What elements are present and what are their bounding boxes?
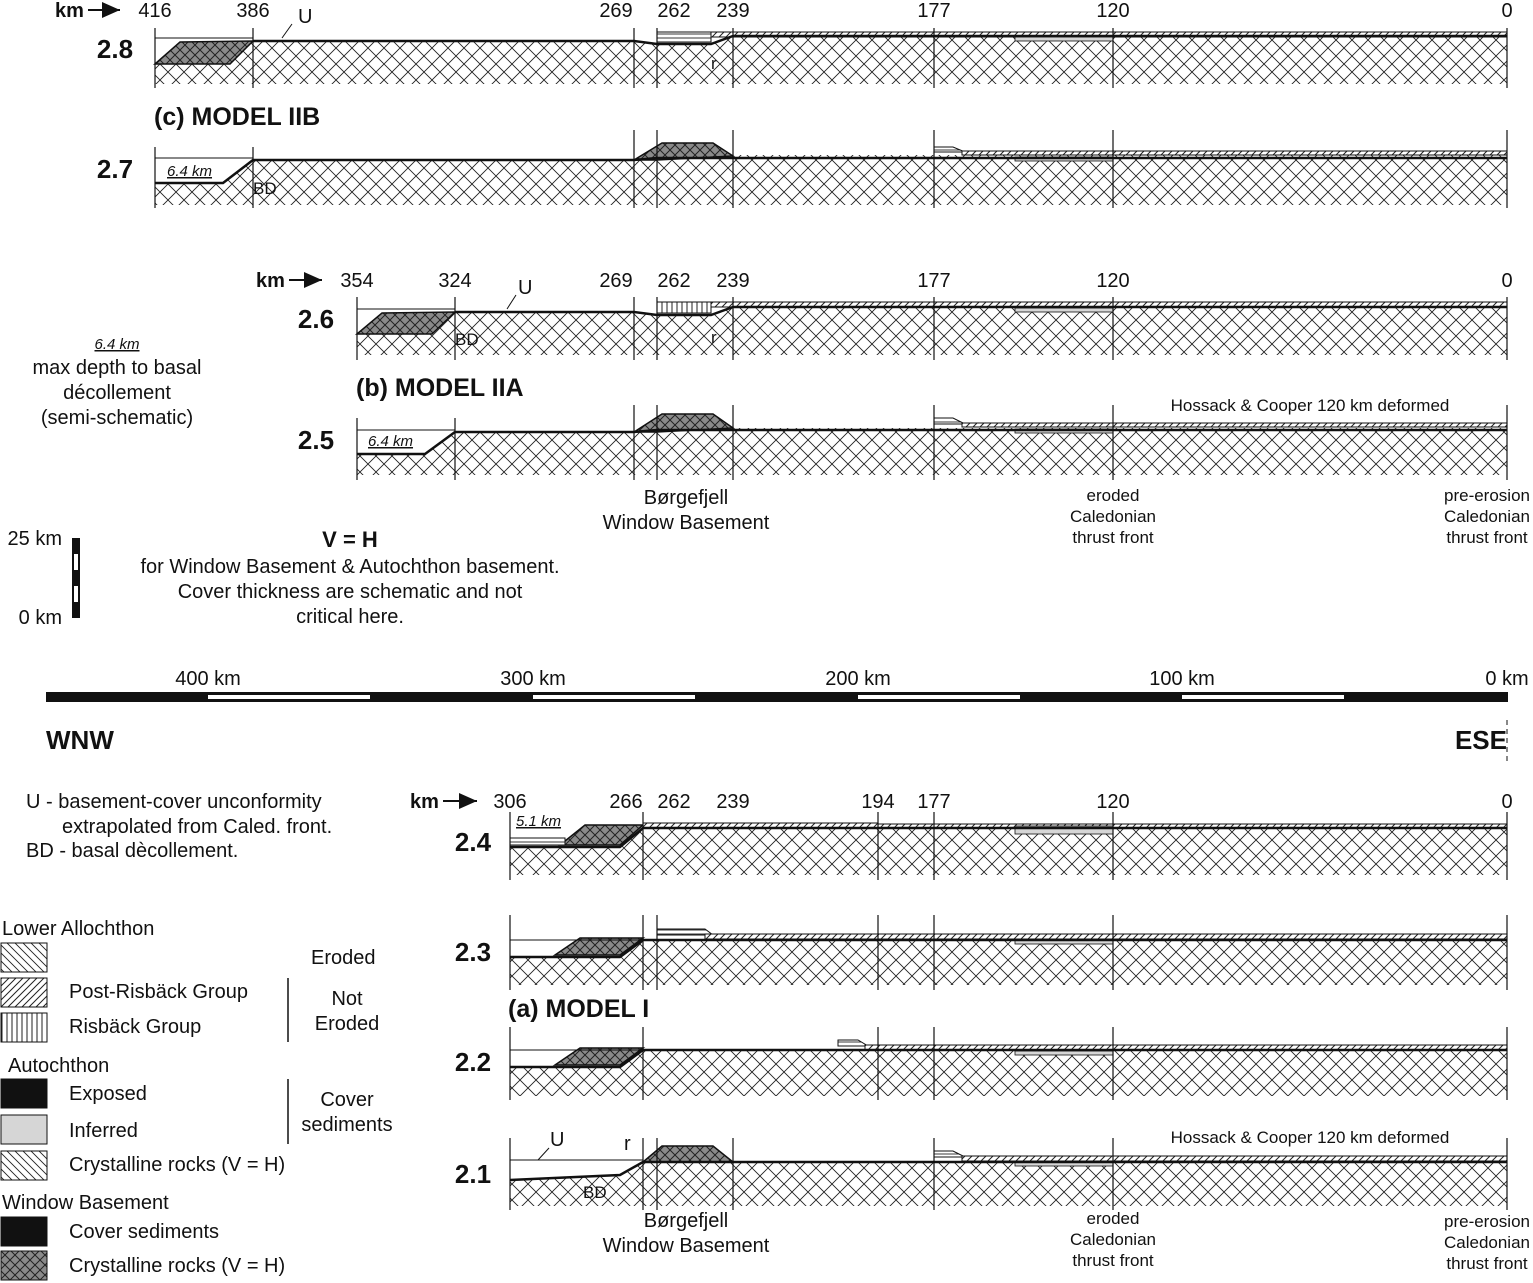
tick-label: 177 [917,791,951,813]
legend-label: Crystalline rocks (V = H) [69,1255,286,1277]
tick-label: 269 [599,270,633,292]
legend-label: Crystalline rocks (V = H) [69,1154,286,1176]
decollement-label: BD [455,330,479,349]
tick-label: 120 [1096,270,1130,292]
vscale-bottom: 0 km [18,607,62,629]
window-label: Børgefjell [643,487,729,509]
tick-label: 266 [609,791,643,813]
crystalline-basement [357,307,1507,355]
legend-swatch-wb-cover [1,1217,47,1246]
unconformity-label: U [550,1129,565,1151]
eroded-front-label: Caledonian [1069,507,1157,526]
vh-text: critical here. [296,606,404,628]
profile-number: 2.8 [96,34,134,64]
inferred-cover [1015,308,1113,312]
vertical-scale [8,528,80,629]
tick-label: 262 [657,0,691,22]
legend-label: Post-Risbäck Group [69,981,248,1003]
profile-2-8 [97,6,1507,88]
legend-swatch-risback [1,1013,47,1042]
crystalline-basement [155,36,1507,84]
km-label: km [410,791,439,813]
tick-label: 120 [1096,791,1130,813]
window-label: Børgefjell [643,1210,729,1232]
crystalline-basement [510,940,1507,985]
post-risback-group [705,934,1507,939]
window-label: Window Basement [602,1235,770,1257]
ramp-label: r [624,1133,631,1155]
legend-label: Inferred [69,1120,138,1142]
legend-label: Cover sediments [69,1221,220,1243]
legend-heading: Autochthon [8,1055,110,1077]
legend-swatch-eroded [1,943,47,972]
depth-key-text: (semi-schematic) [40,407,194,429]
risback-group [510,838,565,845]
profile-2-6 [298,277,1507,360]
legend [1,918,393,1280]
model-title: (c) MODEL IIB [154,103,321,131]
section-model-iia [256,270,1530,547]
tick-label: 177 [917,0,951,22]
post-risback-group [962,1156,1507,1161]
crystalline-basement [510,828,1507,875]
depth-key [33,336,202,429]
ramp-label: r [711,328,717,347]
tick-label: 262 [657,791,691,813]
depth-key-value: 6.4 km [94,336,140,353]
crystalline-basement [510,1162,1507,1206]
tick-label: 239 [716,791,750,813]
scale-label: 100 km [1149,668,1215,690]
crystalline-basement [155,155,1507,205]
leader-line [538,1148,549,1160]
risback-group [934,1151,965,1157]
abbrev-text: U - basement-cover unconformity [26,791,322,813]
depth-annotation: 5.1 km [516,813,562,830]
tick-label: 194 [861,791,895,813]
unconformity-label: U [518,277,533,299]
scale-label: 400 km [175,668,241,690]
profile-2-7 [97,130,1507,208]
profile-number: 2.3 [454,937,492,967]
scale-label: 300 km [500,668,566,690]
depth-annotation: 6.4 km [368,433,414,450]
legend-swatch-crystalline [1,1151,47,1180]
tick-label: 306 [493,791,527,813]
legend-label: Eroded [311,947,376,969]
risback-group [838,1040,868,1046]
tick-label: 0 [1501,791,1513,813]
tick-label: 239 [716,270,750,292]
profile-2-5 [298,405,1507,480]
legend-label: Eroded [314,1013,380,1035]
abbrev-text: extrapolated from Caled. front. [62,816,333,838]
tick-label: 177 [917,270,951,292]
direction-left: WNW [46,725,114,755]
pre-erosion-front-label: pre-erosion [1444,1212,1530,1231]
tick-label: 0 [1501,0,1513,22]
post-risback-group [962,423,1507,427]
unconformity-label: U [298,6,313,28]
decollement-label: BD [583,1183,607,1202]
legend-label: Not [331,988,363,1010]
eroded-front-label: eroded [1086,1209,1140,1228]
tick-label: 0 [1501,270,1513,292]
vh-title: V = H [322,527,378,552]
crystalline-basement [357,428,1507,475]
direction-right: ESE [1454,725,1507,755]
risback-group [934,418,965,424]
vscale-bar [72,538,80,618]
risback-group [934,147,965,152]
section-model-iib [55,0,1513,208]
window-label: Window Basement [602,512,770,534]
pre-erosion-front-label: Caledonian [1443,507,1531,526]
legend-label: Cover [320,1089,374,1111]
legend-heading: Lower Allochthon [2,918,155,940]
profile-2-2 [455,1027,1507,1100]
risback-group [657,32,711,42]
hossack-cooper-note: Hossack & Cooper 120 km deformed [1170,1128,1450,1147]
depth-annotation: 6.4 km [167,163,213,180]
profile-number: 2.1 [454,1159,492,1189]
tick-label: 354 [340,270,374,292]
profile-number: 2.5 [297,425,335,455]
eroded-front-label: thrust front [1072,1251,1154,1270]
vh-text: for Window Basement & Autochthon basement. [140,556,560,578]
profile-2-4 [455,812,1507,880]
abbrev-text: BD - basal dècollement. [26,840,239,862]
legend-heading: Window Basement [2,1192,169,1214]
vh-text: Cover thickness are schematic and not [177,581,523,603]
vscale-top: 25 km [7,528,62,550]
legend-swatch-post-risback [1,978,47,1007]
ramp-label: r [711,54,717,73]
post-risback-group [962,151,1507,155]
model-title: (a) MODEL I [508,995,650,1023]
legend-label: Risbäck Group [69,1016,202,1038]
legend-swatch-exposed [1,1079,47,1108]
tick-label: 416 [138,0,172,22]
km-label: km [55,0,84,22]
scale-label: 0 km [1485,668,1529,690]
section-model-i [410,791,1530,1273]
legend-label: Exposed [69,1083,147,1105]
scale-label: 200 km [825,668,891,690]
profile-number: 2.6 [297,304,335,334]
tick-label: 120 [1096,0,1130,22]
depth-key-text: max depth to basal [32,357,202,379]
legend-label: sediments [301,1114,393,1136]
profile-number: 2.2 [454,1047,492,1077]
legend-swatch-wb-crystalline [1,1251,47,1280]
profile-number: 2.7 [96,154,134,184]
depth-key-text: décollement [63,382,171,404]
inferred-cover [1015,1051,1113,1055]
horizontal-scale-bar [46,668,1529,702]
profile-number: 2.4 [454,827,492,857]
tick-label: 386 [236,0,270,22]
tick-label: 262 [657,270,691,292]
legend-swatch-inferred [1,1115,47,1144]
hossack-cooper-note: Hossack & Cooper 120 km deformed [1170,396,1450,415]
tick-label: 269 [599,0,633,22]
pre-erosion-front-label: thrust front [1446,1254,1528,1273]
pre-erosion-front-label: pre-erosion [1444,486,1530,505]
inferred-cover [1015,37,1113,41]
leader-line [507,295,516,309]
abbreviations [26,791,332,862]
eroded-front-label: eroded [1086,486,1140,505]
tick-label: 239 [716,0,750,22]
tick-label: 324 [438,270,472,292]
pre-erosion-front-label: thrust front [1446,528,1528,547]
leader-line [282,24,292,38]
eroded-front-label: Caledonian [1069,1230,1157,1249]
vh-note [140,527,559,628]
km-label: km [256,270,285,292]
profile-2-3 [455,915,1507,990]
risback-group [657,302,711,313]
decollement-label: BD [253,179,277,198]
model-title: (b) MODEL IIA [356,374,524,402]
pre-erosion-front-label: Caledonian [1443,1233,1531,1252]
crystalline-basement [510,1050,1507,1096]
eroded-front-label: thrust front [1072,528,1154,547]
